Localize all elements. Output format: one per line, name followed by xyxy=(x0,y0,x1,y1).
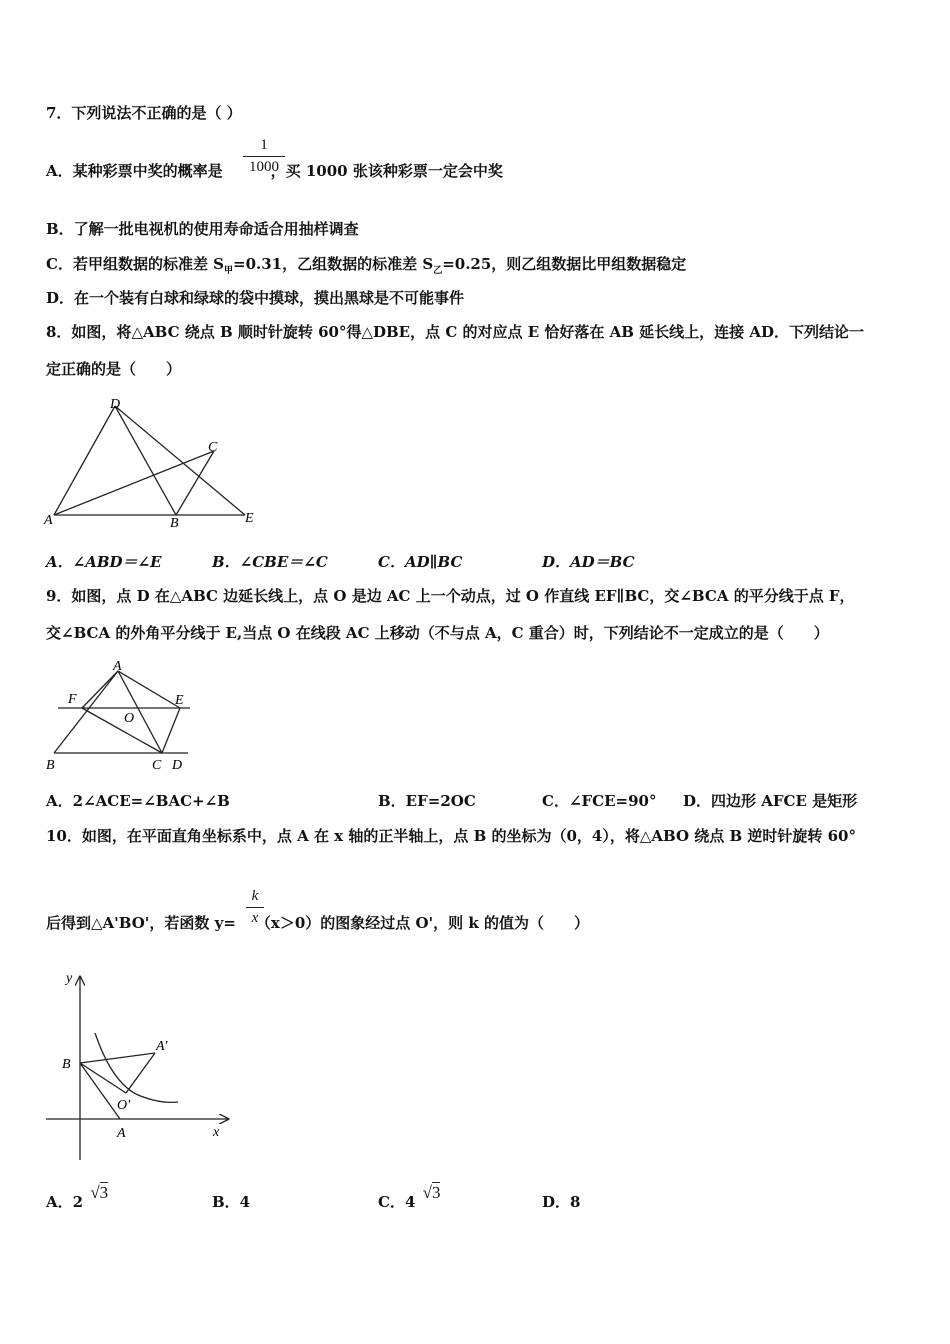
q7-option-a-post: ，买 1000 张该种彩票一定会中奖 xyxy=(270,162,503,180)
q9-label-d: D xyxy=(172,758,183,773)
q10-label-b: B xyxy=(62,1057,71,1072)
q9-stem-2: 交∠BCA 的外角平分线于 E,当点 O 在线段 AC 上移动（不与点 A，C 重合）时，下列结论不一定成立的是（ ） xyxy=(46,624,829,642)
q7-option-c-post: =0.25，则乙组数据比甲组数据稳定 xyxy=(442,255,687,273)
q10-fraction xyxy=(246,888,264,927)
q7-option-b: B．了解一批电视机的使用寿命适合用抽样调查 xyxy=(46,220,359,238)
q9-label-c: C xyxy=(152,758,162,773)
q10-option-c xyxy=(378,1183,441,1212)
q7-stem: 7．下列说法不正确的是（ ） xyxy=(46,104,242,122)
q7-option-c xyxy=(46,254,686,281)
q8-label-c: C xyxy=(208,440,218,455)
q10-option-d: D．8 xyxy=(542,1193,581,1211)
q10-figure xyxy=(40,965,240,1165)
q10-option-a xyxy=(46,1183,109,1212)
q9-label-a: A xyxy=(113,659,122,674)
q10-stem-2 xyxy=(46,913,589,933)
q9-option-b: B．EF=2OC xyxy=(378,792,476,810)
q10-stem-2-post: （x＞0）的图象经过点 O'，则 k 的值为（ ） xyxy=(255,914,589,932)
q10-option-c-radicand: 3 xyxy=(431,1183,441,1202)
q10-stem-1: 10．如图，在平面直角坐标系中，点 A 在 x 轴的正半轴上，点 B 的坐标为（0，4），将△ABO 绕点 B 逆时针旋转 60° xyxy=(46,827,856,845)
q10-option-b: B．4 xyxy=(212,1193,251,1211)
q7-fraction-den: 1000 xyxy=(249,159,279,175)
q9-option-a: A．2∠ACE=∠BAC+∠B xyxy=(46,792,230,810)
q9-label-o: O xyxy=(124,711,135,726)
q8-label-a: A xyxy=(44,513,53,528)
q7-fraction-num: 1 xyxy=(260,137,268,153)
q10-option-a-radicand: 3 xyxy=(99,1183,109,1202)
q7-option-a-pre: A．某种彩票中奖的概率是 xyxy=(46,162,223,180)
q9-label-b: B xyxy=(46,758,55,773)
q8-option-d: D．AD＝BC xyxy=(542,553,635,571)
q9-option-d: D．四边形 AFCE 是矩形 xyxy=(683,792,858,810)
q8-label-e: E xyxy=(245,511,254,526)
q7-sub-yi: 乙 xyxy=(433,266,443,276)
q10-fraction-num: k xyxy=(251,888,259,904)
q9-label-f: F xyxy=(68,692,77,707)
q10-fraction-den: x xyxy=(251,910,259,926)
q8-stem-2: 定正确的是（ ） xyxy=(46,360,182,378)
q10-stem-2-pre: 后得到△A'BO'，若函数 y= xyxy=(46,914,236,932)
q10-label-a: A xyxy=(117,1126,126,1141)
q8-label-d: D xyxy=(110,397,121,412)
q10-label-x: x xyxy=(213,1125,220,1140)
q10-option-c-sqrt: √3 xyxy=(422,1183,441,1202)
q7-sub-jia: 甲 xyxy=(224,266,234,276)
q7-option-d: D．在一个装有白球和绿球的袋中摸球，摸出黑球是不可能事件 xyxy=(46,289,465,307)
q8-option-b: B．∠CBE＝∠C xyxy=(212,553,328,571)
q8-figure xyxy=(40,393,265,533)
q10-option-a-label: A．2 xyxy=(46,1193,84,1211)
q7-fraction xyxy=(243,137,285,176)
q8-label-b: B xyxy=(170,516,179,531)
q8-option-c: C．AD∥BC xyxy=(378,553,463,571)
q9-label-e: E xyxy=(175,693,184,708)
q8-option-a: A．∠ABD＝∠E xyxy=(46,553,162,571)
q9-stem-1: 9．如图，点 D 在△ABC 边延长线上，点 O 是边 AC 上一个动点，过 O 作直线 EF∥BC，交∠BCA 的平分线于点 F， xyxy=(46,587,855,605)
q7-option-c-pre: C．若甲组数据的标准差 S xyxy=(46,255,224,273)
q10-option-c-label: C．4 xyxy=(378,1193,416,1211)
q10-label-a-prime: A' xyxy=(156,1039,168,1054)
q9-option-c: C．∠FCE=90° xyxy=(542,792,657,810)
q10-label-y: y xyxy=(66,971,73,986)
q10-label-o-prime: O' xyxy=(117,1098,131,1113)
q9-figure xyxy=(40,657,200,777)
q8-stem-1: 8．如图，将△ABC 绕点 B 顺时针旋转 60°得△DBE，点 C 的对应点 E 恰好落在 AB 延长线上，连接 AD．下列结论一 xyxy=(46,323,864,341)
q10-option-a-sqrt: √3 xyxy=(90,1183,109,1202)
q7-option-c-mid: =0.31，乙组数据的标准差 S xyxy=(233,255,434,273)
